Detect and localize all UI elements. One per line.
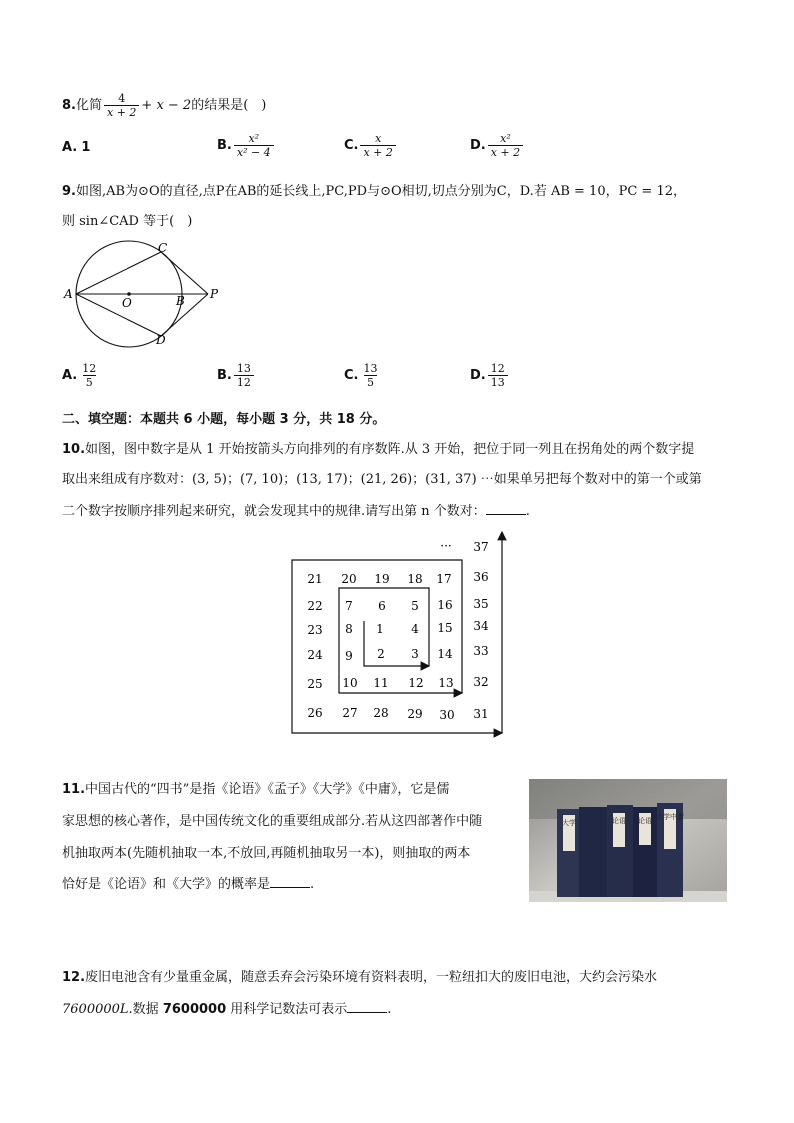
svg-text:3: 3 (411, 647, 419, 661)
svg-text:34: 34 (473, 619, 489, 633)
q10-answer-blank[interactable] (486, 502, 526, 515)
book-label-2: 论语 (612, 817, 626, 825)
q10-number-spiral (284, 528, 514, 740)
q8-number: 8. (62, 98, 76, 113)
arrow-13-31 (292, 560, 502, 733)
svg-text:15: 15 (437, 621, 453, 635)
q12-line2: 7600000L.数据 7600000 用科学记数法可表示 . (62, 1002, 392, 1017)
q8-suffix: 的结果是( ) (191, 98, 267, 113)
q9-stem-line2: 则 sin∠CAD 等于( ) (62, 214, 193, 229)
q10-line2: 取出来组成有序数对：(3, 5)；(7, 10)；(13, 17)；(21, 26)；(31, 37) ⋯如果单另把每个数对中的第一个或第 (62, 472, 702, 487)
q9-option-d[interactable]: D. $\frac{12}{13}$ (470, 362, 510, 389)
book-label-3: 论语 (638, 817, 652, 825)
label-c: C (158, 241, 168, 255)
q10-line3: 二个数字按顺序排列起来研究，就会发现其中的规律.请写出第 n 个数对： . (62, 504, 530, 519)
q11-line4: 恰好是《论语》和《大学》的概率是 . (62, 877, 315, 892)
svg-text:9: 9 (345, 649, 353, 663)
svg-text:27: 27 (342, 706, 358, 720)
q8-prefix: 化简 (75, 98, 102, 113)
section-heading: 二、填空题：本题共 6 小题，每小题 3 分，共 18 分。 (62, 412, 386, 427)
svg-text:33: 33 (473, 644, 489, 658)
svg-text:21: 21 (307, 572, 323, 586)
q9-circle-figure (62, 240, 232, 350)
svg-text:20: 20 (341, 572, 357, 586)
q8-rest: + x − 2 (141, 98, 192, 113)
svg-text:10: 10 (342, 676, 358, 690)
svg-text:26: 26 (307, 706, 323, 720)
svg-text:22: 22 (307, 599, 323, 613)
svg-text:8: 8 (345, 622, 353, 636)
line-ad (76, 294, 161, 336)
svg-text:18: 18 (407, 572, 423, 586)
svg-text:25: 25 (307, 677, 323, 691)
q11-line1: 11.中国古代的“四书”是指《论语》《孟子》《大学》《中庸》，它是儒 (62, 782, 450, 797)
label-b: B (176, 294, 185, 308)
q12-answer-blank[interactable] (347, 1000, 387, 1013)
svg-text:29: 29 (407, 707, 423, 721)
svg-text:36: 36 (473, 570, 489, 584)
q8-option-a[interactable]: A. 1 (62, 140, 91, 155)
svg-text:7: 7 (345, 599, 353, 613)
label-d: D (156, 333, 166, 347)
label-o: O (122, 296, 132, 310)
svg-text:12: 12 (408, 676, 424, 690)
q12-line1: 12.废旧电池含有少量重金属，随意丢弃会污染环境有资料表明，一粒纽扣大的废旧电池，大约会污染水 (62, 970, 658, 985)
line-ac (76, 252, 161, 294)
svg-text:28: 28 (373, 706, 389, 720)
svg-text:11: 11 (373, 676, 389, 690)
svg-text:31: 31 (473, 707, 489, 721)
svg-text:32: 32 (473, 675, 489, 689)
svg-text:24: 24 (307, 648, 323, 662)
q8-option-c[interactable]: C. $\frac{x}{x + 2}$ (344, 132, 398, 159)
svg-text:17: 17 (436, 572, 452, 586)
svg-text:19: 19 (374, 572, 390, 586)
svg-text:16: 16 (437, 598, 453, 612)
svg-text:4: 4 (411, 622, 419, 636)
svg-text:13: 13 (438, 676, 454, 690)
label-a: A (64, 287, 73, 301)
q8-stem (62, 92, 266, 119)
q8-option-d[interactable]: D. $\frac{\text{x²}}{x + 2}$ (470, 132, 525, 159)
q9-option-b[interactable]: B. $\frac{13}{12}$ (217, 362, 256, 389)
svg-text:2: 2 (377, 647, 385, 661)
q9-stem-line1: 9.如图,AB为⊙O的直径,点P在AB的延长线上,PC,PD与⊙O相切,切点分别为C，D.若 AB = 10，PC = 12， (62, 184, 686, 199)
book-label-4: 大学中庸 (656, 813, 684, 821)
book-2 (579, 807, 607, 897)
q11-answer-blank[interactable] (270, 875, 310, 888)
q11-books-photo (529, 779, 727, 902)
q8-option-b[interactable]: B. $\frac{\text{x²}}{\text{x² − 4}}$ (217, 132, 276, 159)
q8-fraction: $\frac{4}{x + 2}$ (104, 92, 139, 119)
svg-text:6: 6 (378, 599, 386, 613)
q11-line2: 家思想的核心著作，是中国传统文化的重要组成部分.若从这四部著作中随 (62, 814, 483, 829)
svg-text:23: 23 (307, 623, 323, 637)
q9-option-c[interactable]: C. $\frac{13}{5}$ (344, 362, 378, 389)
svg-text:14: 14 (437, 647, 453, 661)
q10-line1: 10.如图，图中数字是从 1 开始按箭头方向排列的有序数阵.从 3 开始，把位于同一列且在拐角处的两个数字提 (62, 442, 695, 457)
svg-text:30: 30 (439, 708, 455, 722)
q11-line3: 机抽取两本(先随机抽取一本,不放回,再随机抽取另一本)，则抽取的两本 (62, 846, 471, 861)
svg-text:···: ··· (440, 539, 452, 553)
label-p: P (210, 287, 219, 301)
arrow-1-3 (364, 621, 429, 666)
svg-text:5: 5 (411, 599, 419, 613)
svg-text:35: 35 (473, 597, 489, 611)
book-label-1: 大学 (562, 819, 576, 827)
svg-text:1: 1 (376, 622, 384, 636)
line-pc (161, 252, 208, 294)
svg-text:37: 37 (473, 540, 489, 554)
q9-option-a[interactable]: A. $\frac{12}{5}$ (62, 362, 97, 389)
